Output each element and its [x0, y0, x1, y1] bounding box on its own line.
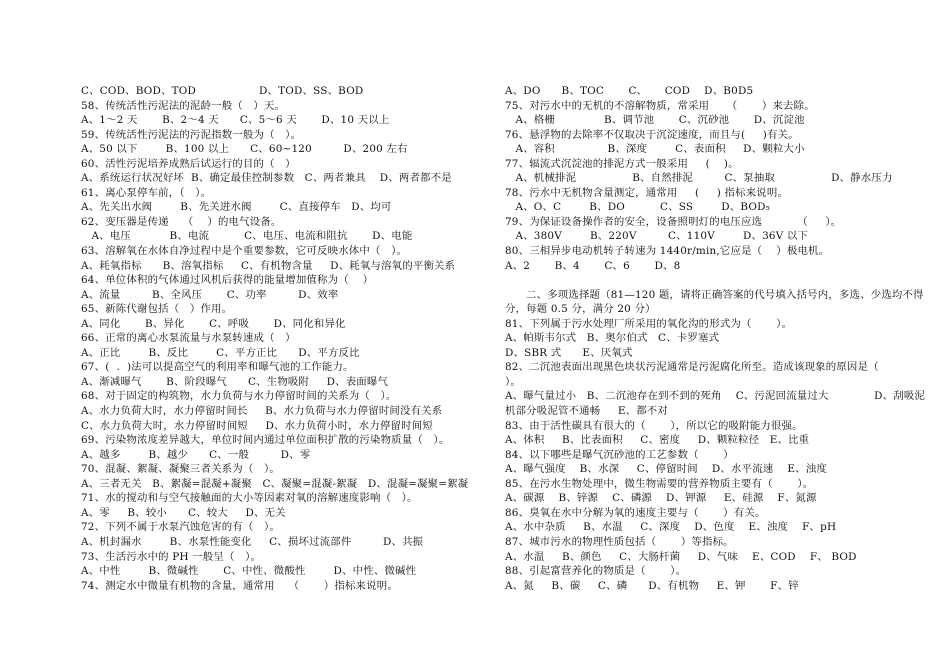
left-column-line: 69、污染物浓度差异越大，单位时间内通过单位面积扩散的污染物质量（ ）。	[81, 434, 450, 447]
left-column-line: A、零 B、较小 C、较大 D、无关	[81, 506, 286, 519]
right-column-line: 78、污水中无机物含量测定，通常用 ( ) 指标来说明。	[505, 186, 789, 199]
right-column-line: A、DO B、TOC C、 COD D、B0D5	[505, 85, 754, 97]
left-column-line: A、三者无关 B、絮凝=混凝+凝聚 C、凝聚=混凝-絮凝 D、混凝=凝聚=絮凝	[81, 477, 469, 490]
right-column-line: 75、对污水中的无机的不溶解物质，常采用 （ ）来去除。	[505, 99, 815, 112]
left-column-line: 74、测定水中微量有机物的含量，通常用 （ ）指标来说明。	[81, 579, 398, 592]
left-column-line: A、同化 B、异化 C、呼吸 D、同化和异化	[81, 317, 346, 330]
left-column-line: A、先关出水阀 B、先关进水阀 C、直接停车 D、均可	[81, 201, 392, 214]
right-column-line: A、帕斯韦尔式 B、奥尔伯式 C、卡罗塞式	[505, 332, 720, 345]
right-column-line	[505, 273, 925, 288]
left-column-line: A、中性 B、微碱性 C、中性、微酸性 D、中性、微碱性	[81, 565, 417, 578]
left-column-line: A、越多 B、越少 C、一般 D、零	[81, 448, 311, 461]
left-column-line: 59、传统活性污泥法的污泥指数一般为（ ）。	[81, 128, 302, 141]
left-column-line: 68、对于固定的构筑物，水力负荷与水力停留时间的关系为（ ）。	[81, 390, 397, 403]
left-column-line: C、水力负荷大时，水力停留时间短 D、水力负荷小时，水力停留时间短	[81, 419, 433, 432]
left-column-line: A、1～2 天 B、2～4 天 C、5～6 天 D、10 天以上	[81, 114, 390, 127]
right-column-line: A、机械排泥 B、自然排泥 C、泵抽取 D、静水压力	[505, 172, 893, 185]
right-column-line: 机部分吸泥管不通畅 E、都不对	[505, 405, 668, 418]
left-column-line: A、机封漏水 B、水泵性能变化 C、损坏过流部件 D、共振	[81, 535, 424, 548]
right-column-line: 87、城市污水的物理性质包括（ ）等指标。	[505, 535, 734, 548]
right-column-line: A、水中杂质 B、水温 C、深度 D、色度 E、浊度 F、pH	[505, 521, 837, 534]
left-column-line: 63、溶解氧在水体自净过程中是个重要参数，它可反映水体中（ ）。	[81, 245, 408, 258]
right-column-line: 86、臭氧在水中分解为氧的速度主要与（ ）有关。	[505, 506, 766, 519]
right-column-line: A、曝气量过小 B、二沉池存在到不到的死角 C、污泥回流量过大 D、刮吸泥	[505, 390, 925, 403]
left-column-line: 64、单位体积的气体通过风机后获得的能量增加值称为（ ）	[81, 274, 374, 287]
right-column-line: 76、悬浮物的去除率不仅取决于沉淀速度，而且与( )有关。	[505, 128, 799, 141]
left-column-line: 67、( . )法可以提高空气的利用率和曝气池的工作能力。	[81, 361, 354, 374]
left-column-line: 60、活性污泥培养成熟后试运行的目的（ ）	[81, 157, 296, 170]
left-column-line: A、系统运行状况好坏 B、确定最佳控制参数 C、两者兼具 D、两者都不是	[81, 172, 452, 185]
right-column-line: 84、以下哪些是曝气沉砂池的工艺参数（ ）	[505, 448, 734, 461]
right-column	[505, 84, 925, 593]
left-column-line: 61、离心泵停车前，（ ）。	[81, 186, 212, 199]
left-column-line: A、耗氧指标 B、溶氧指标 C、有机物含量 D、耗氧与溶氧的平衡关系	[81, 259, 456, 272]
right-column-line: A、氮 B、碳 C、磷 D、有机物 E、钾 F、锌	[505, 579, 799, 592]
left-column-line: A、水力负荷大时，水力停留时间长 B、水力负荷与水力停留时间没有关系	[81, 405, 443, 418]
left-column-line: A、流量 B、全风压 C、功率 D、效率	[81, 288, 339, 301]
left-column-line: 58、传统活性污泥法的泥龄一般（ ）天。	[81, 99, 286, 112]
left-column-line: 73、生活污水中的 PH 一般呈（ ）。	[81, 550, 262, 563]
right-column-line: 77、辐流式沉淀池的排泥方式一般采用 ( )。	[505, 157, 739, 170]
right-column-line: 79、为保证设备操作者的安全，设备照明灯的电压应选 （ ）。	[505, 215, 842, 228]
left-column-line: A、渐减曝气 B、阶段曝气 C、生物吸附 D、表面曝气	[81, 375, 389, 388]
left-column	[81, 84, 476, 593]
left-column-line: 72、下列不属于水泵汽蚀危害的有（ ）。	[81, 521, 280, 534]
right-column-line: D、SBR 式 E、厌氧式	[505, 346, 633, 359]
right-column-line: A、格栅 B、调节池 C、沉砂池 D、沉淀池	[505, 114, 805, 127]
left-column-line: 62、变压器是传递 （ ）的电气设备。	[81, 215, 282, 228]
right-column-line: 88、引起富营养化的物质是（ ）。	[505, 565, 687, 578]
left-column-line: C、COD、BOD、TOD D、TOD、SS、BOD	[81, 85, 364, 97]
right-column-line: A、2 B、4 C、6 D、8	[505, 259, 681, 272]
left-column-line: A、正比 B、反比 C、平方正比 D、平方反比	[81, 346, 360, 359]
right-column-line: A、水温 B、颜色 C、大肠杆菌 D、气味 E、COD F、 BOD	[505, 550, 857, 563]
right-column-line: 83、由于活性碳具有很大的（ ），所以它的吸附能力很强。	[505, 419, 803, 432]
right-column-line: 81、下列属于污水处理厂所采用的氧化沟的形式为（ ）。	[505, 317, 793, 330]
right-column-line: ）。	[505, 375, 521, 388]
right-column-line: A、O、C B、DO C、SS D、BOD₅	[505, 201, 770, 214]
right-column-line: A、380V B、220V C、110V D、36V 以下	[505, 230, 809, 243]
right-column-line: 80、三相异步电动机转子转速为 1440r/min,它应是（ ）极电机。	[505, 245, 830, 258]
right-column-line: 分，每题 0.5 分，满分 20 分）	[505, 303, 656, 316]
right-column-line: A、碳源 B、锌源 C、磷源 D、钾源 E、硅源 F、氮源	[505, 492, 817, 505]
right-column-line: A、曝气强度 B、水深 C、停留时间 D、水平流速 E、浊度	[505, 463, 827, 476]
left-column-line: 71、水的搅动和与空气接触面的大小等因素对氧的溶解速度影响（ ）。	[81, 492, 418, 505]
right-column-line: 二、多项选择题（81—120 题，请将正确答案的代号填入括号内，多选、少选均不得	[505, 288, 924, 301]
right-column-line: 85、在污水生物处理中，微生物需要的营养物质主要有（ ）。	[505, 477, 814, 490]
left-column-line: A、50 以下 B、100 以上 C、60~120 D、200 左右	[81, 143, 408, 156]
left-column-line: 70、混凝、絮凝、凝聚三者关系为（ ）。	[81, 463, 280, 476]
right-column-line: A、体积 B、比表面积 C、密度 D、颗粒粒径 E、比重	[505, 434, 810, 447]
right-column-line: 82、二沉池表面出现黑色块状污泥通常是污泥腐化所至。造成该现象的原因是（	[505, 361, 879, 374]
left-column-line: 65、新陈代谢包括（ ）作用。	[81, 303, 233, 316]
left-column-line: 66、正常的离心水泵流量与水泵转速成（ ）	[81, 332, 296, 345]
left-column-line: A、电压 B、电流 C、电压、电流和阻抗 D、电能	[81, 230, 413, 243]
right-column-line: A、容积 B、深度 C、表面积 D、颗粒大小	[505, 143, 805, 156]
